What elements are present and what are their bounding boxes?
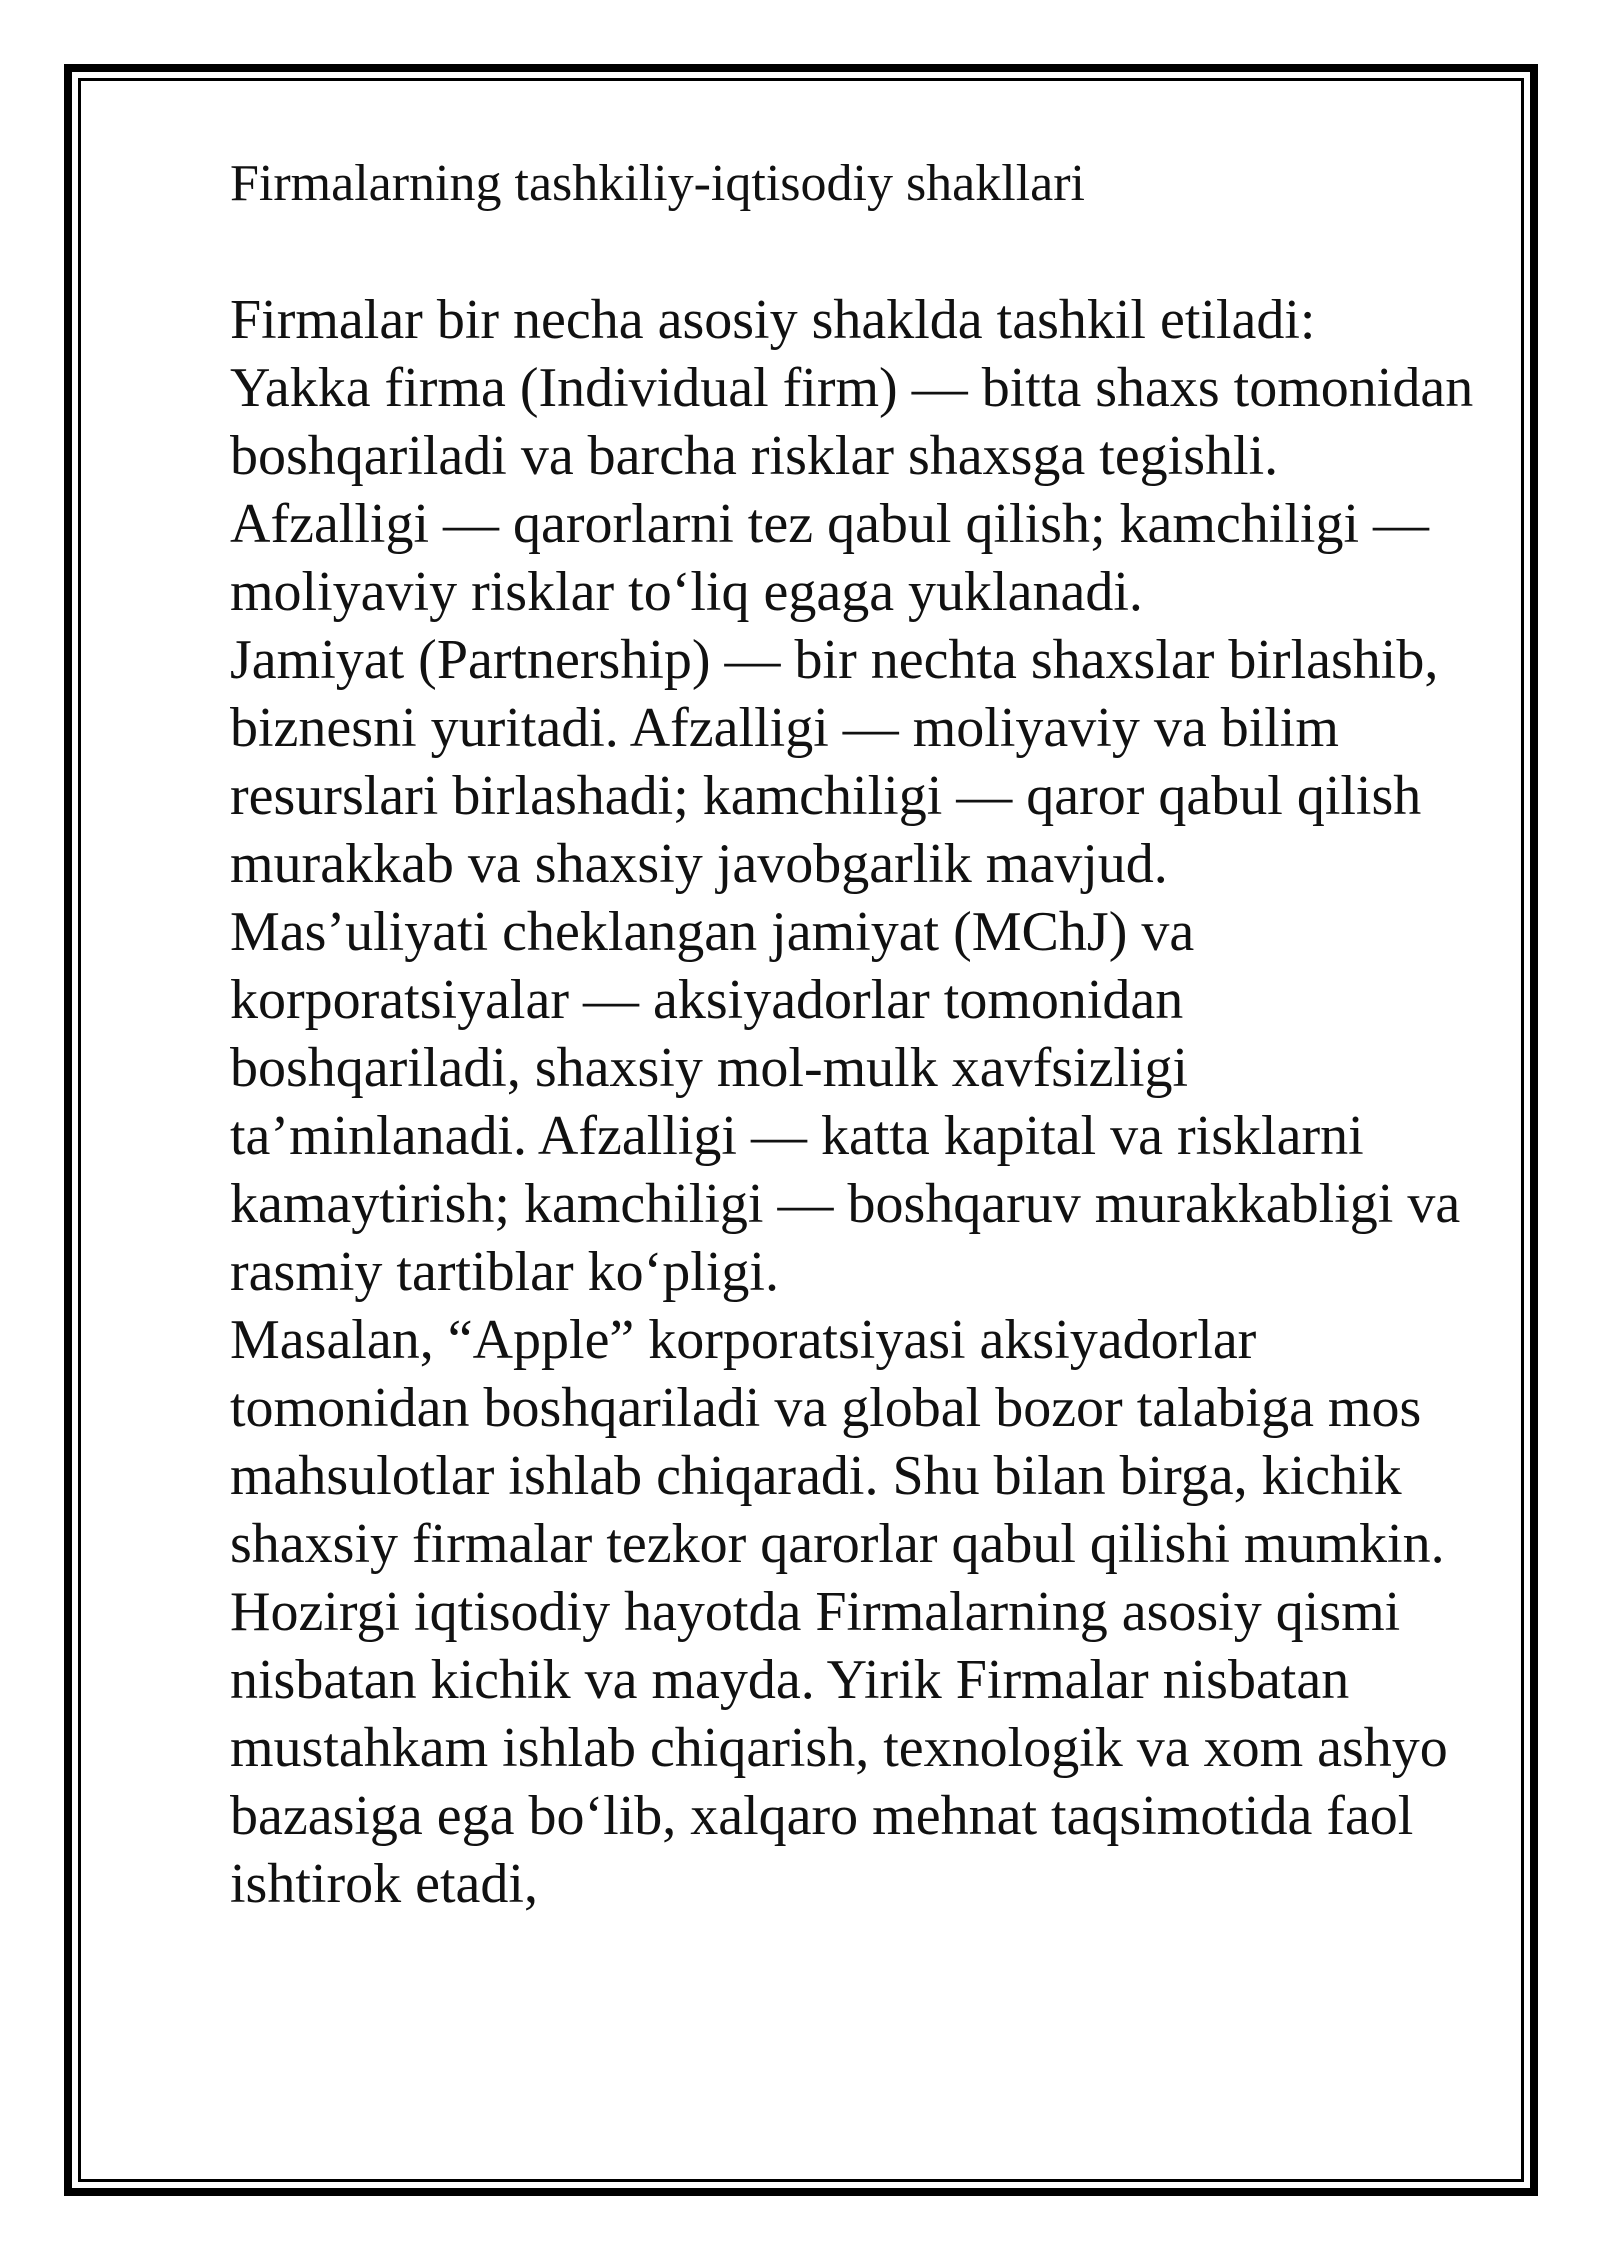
- document-title: Firmalarning tashkiliy-iqtisodiy shakllari: [230, 155, 1086, 212]
- paragraph-individual-firm: Yakka firma (Individual firm) — bitta shaxs tomonidan boshqariladi va barcha risklar shaxsga tegishli. Afzalligi — qarorlarni tez qabul qilish; kamchiligi — moliyaviy risklar to‘liq egaga yuklanadi.: [230, 357, 1474, 623]
- paragraph-example: Masalan, “Apple” korporatsiyasi aksiyadorlar tomonidan boshqariladi va global bozor talabiga mos mahsulotlar ishlab chiqaradi. Shu bilan birga, kichik shaxsiy firmalar tezkor qarorlar qabul qilishi mumkin. Hozirgi iqtisodiy hayotda Firmalarning asosiy qismi nisbatan kichik va mayda. Yirik Firmalar nisbatan mustahkam ishlab chiqarish, texnologik va xom ashyo bazasiga ega bo‘lib, xalqaro mehnat taqsimotida faol ishtirok etadi,: [230, 1309, 1448, 1915]
- paragraph-partnership: Jamiyat (Partnership) — bir nechta shaxslar birlashib, biznesni yuritadi. Afzalligi — moliyaviy va bilim resurslari birlashadi; kamchiligi — qaror qabul qilish murakkab va shaxsiy javobgarlik mavjud.: [230, 629, 1439, 895]
- document-content: [230, 150, 1480, 1918]
- paragraph-llc-corporation: Mas’uliyati cheklangan jamiyat (MChJ) va korporatsiyalar — aksiyadorlar tomonidan boshqariladi, shaxsiy mol-mulk xavfsizligi ta’minlanadi. Afzalligi — katta kapital va risklarni kamaytirish; kamchiligi — boshqaruv murakkabligi va rasmiy tartiblar ko‘pligi.: [230, 901, 1461, 1303]
- document-body: [230, 286, 1480, 1918]
- paragraph-intro: Firmalar bir necha asosiy shaklda tashkil etiladi:: [230, 289, 1316, 351]
